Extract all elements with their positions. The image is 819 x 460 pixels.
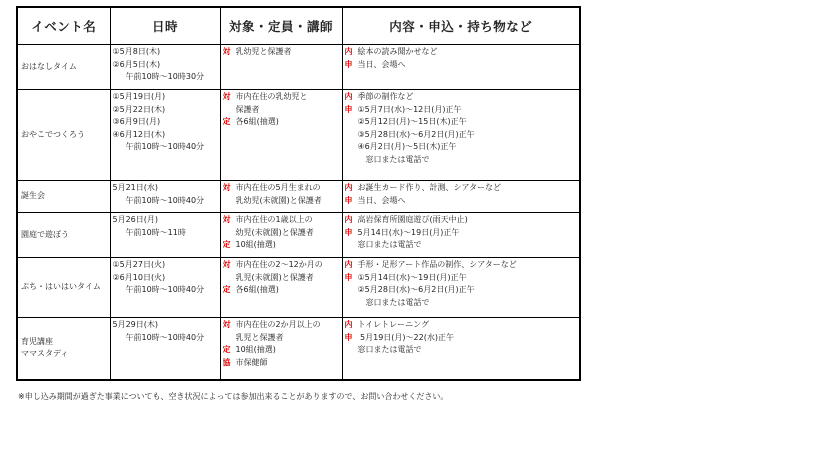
header-content: 内容・申込・持ち物など [342, 7, 580, 45]
label-mark: 申 [344, 332, 353, 342]
label-mark: 申 [344, 272, 353, 282]
table-row [17, 318, 580, 380]
target-line [223, 214, 340, 227]
target-cell [220, 318, 342, 380]
label-mark: 内 [344, 47, 353, 56]
event-name: ママスタディ [21, 349, 69, 359]
content-text: 窓口または電話で [357, 154, 430, 164]
datetime-cell [110, 45, 220, 90]
event-name: 誕生会 [21, 191, 45, 201]
content-text: 手形・足形アート作品の制作、シアターなど [357, 260, 517, 269]
content-text: 絵本の読み聞かせなど [357, 47, 438, 56]
event-date: ②6月5日(木) [112, 59, 161, 69]
label-mark: 申 [344, 104, 353, 114]
content-text: お誕生カード作り、計測、シアターなど [357, 183, 501, 192]
label-mark: 内 [344, 320, 353, 329]
table-row [17, 213, 580, 258]
content-line [345, 154, 578, 167]
table-row [17, 45, 580, 90]
label-mark: 対 [222, 320, 231, 329]
event-date: ③6月9日(月) [112, 117, 161, 126]
target-line [223, 357, 340, 370]
content-line [345, 59, 578, 72]
event-date: 5月29日(木) [112, 320, 159, 329]
event-name: おやこでつくろう [21, 129, 85, 139]
content-line [345, 344, 578, 357]
target-cell [220, 181, 342, 213]
target-text: 市内在住の5月生まれの [235, 183, 321, 192]
content-text: ②5月12日(月)～15日(木)正午 [357, 117, 467, 126]
target-text: 乳児と保護者 [235, 332, 284, 342]
event-date: ①5月8日(木) [112, 47, 161, 56]
content-line [345, 116, 578, 129]
target-text: 市保健師 [235, 357, 268, 367]
target-line [223, 284, 340, 297]
event-name: おはなしタイム [21, 61, 77, 71]
target-cell [220, 258, 342, 318]
content-cell [342, 258, 580, 318]
label-mark: 対 [222, 92, 231, 101]
event-name-cell [17, 90, 110, 181]
target-line [223, 195, 340, 208]
header-row [17, 7, 580, 45]
label-mark: 定 [222, 240, 231, 249]
target-cell [220, 213, 342, 258]
target-line [223, 116, 340, 129]
target-line [223, 91, 340, 104]
event-date: ④6月12日(木) [112, 129, 166, 139]
content-line [345, 272, 578, 285]
content-text: トイレトレーニング [357, 320, 429, 329]
content-line [345, 297, 578, 310]
target-text: 市内在住の1歳以上の [235, 215, 313, 224]
content-line [345, 104, 578, 117]
label-mark: 協 [222, 357, 231, 367]
table-row [17, 258, 580, 318]
target-line [223, 227, 340, 240]
label-mark: 内 [344, 183, 353, 192]
content-text: ②5月28日(水)～6月2日(月)正午 [357, 285, 475, 294]
event-time: 午前10時～10時40分 [125, 195, 205, 205]
label-mark: 内 [344, 260, 353, 269]
target-line [223, 319, 340, 332]
content-line [345, 129, 578, 142]
content-text: 当日、会場へ [357, 59, 406, 69]
content-line [345, 195, 578, 208]
content-line [345, 91, 578, 104]
target-text: 乳幼児(未就園)と保護者 [235, 195, 322, 205]
content-text: ①5月14日(水)～19日(月)正午 [357, 272, 467, 282]
target-line [223, 344, 340, 357]
content-text: 5月14日(水)～19日(月)正午 [357, 227, 460, 237]
content-line [345, 46, 578, 59]
datetime-cell [110, 181, 220, 213]
label-mark: 申 [344, 195, 353, 205]
target-line [223, 272, 340, 285]
target-line [223, 182, 340, 195]
event-name: 育児講座 [21, 336, 53, 346]
target-text: 保護者 [235, 104, 260, 114]
label-mark: 内 [344, 92, 353, 101]
event-name: ぷち・はいはいタイム [21, 282, 101, 292]
header-target: 対象・定員・講師 [220, 7, 342, 45]
datetime-cell [110, 258, 220, 318]
content-line [345, 227, 578, 240]
datetime-cell [110, 318, 220, 380]
content-line [345, 141, 578, 154]
datetime-cell [110, 213, 220, 258]
event-date: ②5月22日(木) [112, 104, 166, 114]
label-mark: 対 [222, 215, 231, 224]
content-text: 窓口または電話で [357, 240, 422, 249]
content-line [345, 182, 578, 195]
event-name-cell [17, 318, 110, 380]
target-text: 幼児(未就園)と保護者 [235, 227, 314, 237]
content-text: 高岩保育所園庭遊び(雨天中止) [357, 215, 468, 224]
target-text: 10組(抽選) [235, 345, 276, 354]
content-line [345, 332, 578, 345]
content-text: 5月19日(月)～22(水)正午 [357, 332, 454, 342]
label-mark: 対 [222, 260, 231, 269]
event-time: 午前10時～10時30分 [125, 72, 205, 81]
content-cell [342, 318, 580, 380]
content-line [345, 214, 578, 227]
event-time: 午前10時～10時40分 [125, 142, 205, 151]
label-mark: 申 [344, 59, 353, 69]
event-date: ②6月10日(火) [112, 272, 166, 282]
target-text: 各6組(抽選) [235, 285, 279, 294]
event-time: 午前10時～11時 [125, 227, 186, 237]
table-row [17, 90, 580, 181]
target-text: 各6組(抽選) [235, 117, 279, 126]
datetime-cell [110, 90, 220, 181]
target-line [223, 239, 340, 252]
label-mark: 定 [222, 117, 231, 126]
event-time: 午前10時～10時40分 [125, 285, 205, 294]
header-event: イベント名 [17, 7, 110, 45]
footnote: ※申し込み期間が過ぎた事業についても、空き状況によっては参加出来ることがありますので、お問い合わせください。 [18, 392, 449, 401]
event-date: 5月21日(水) [112, 183, 159, 192]
header-datetime: 日時 [110, 7, 220, 45]
content-line [345, 284, 578, 297]
event-date: ①5月19日(月) [112, 92, 166, 101]
label-mark: 定 [222, 345, 231, 354]
table-row [17, 181, 580, 213]
target-text: 乳幼児と保護者 [235, 47, 292, 56]
content-line [345, 239, 578, 252]
content-cell [342, 181, 580, 213]
content-text: 季節の制作など [357, 92, 414, 101]
target-cell [220, 90, 342, 181]
content-text: ③5月28日(水)～6月2日(月)正午 [357, 129, 475, 139]
label-mark: 対 [222, 47, 231, 56]
target-cell [220, 45, 342, 90]
content-text: ④6月2日(月)～5日(木)正午 [357, 142, 457, 151]
event-name-cell [17, 45, 110, 90]
event-name-cell [17, 258, 110, 318]
content-text: 窓口または電話で [357, 345, 422, 354]
target-text: 市内在住の2～12か月の [235, 260, 323, 269]
content-cell [342, 213, 580, 258]
events-table [16, 6, 581, 381]
target-text: 市内在住の乳幼児と [235, 92, 308, 101]
content-cell [342, 90, 580, 181]
event-name-cell [17, 181, 110, 213]
event-date: 5月26日(月) [112, 215, 159, 224]
target-text: 乳児(未就園)と保護者 [235, 272, 314, 282]
label-mark: 対 [222, 183, 231, 192]
event-name: 園庭で遊ぼう [21, 229, 69, 239]
event-time: 午前10時～10時40分 [125, 332, 205, 342]
target-text: 市内在住の2か月以上の [235, 320, 321, 329]
content-line [345, 319, 578, 332]
event-name-cell [17, 213, 110, 258]
content-text: ①5月7日(水)～12日(月)正午 [357, 104, 462, 114]
label-mark: 定 [222, 285, 231, 294]
content-text: 窓口または電話で [357, 297, 430, 307]
label-mark: 内 [344, 215, 353, 224]
target-line [223, 104, 340, 117]
target-line [223, 46, 340, 59]
content-line [345, 259, 578, 272]
target-line [223, 259, 340, 272]
target-text: 10組(抽選) [235, 240, 276, 249]
target-line [223, 332, 340, 345]
event-date: ①5月27日(火) [112, 260, 166, 269]
content-cell [342, 45, 580, 90]
content-text: 当日、会場へ [357, 195, 406, 205]
label-mark: 申 [344, 227, 353, 237]
